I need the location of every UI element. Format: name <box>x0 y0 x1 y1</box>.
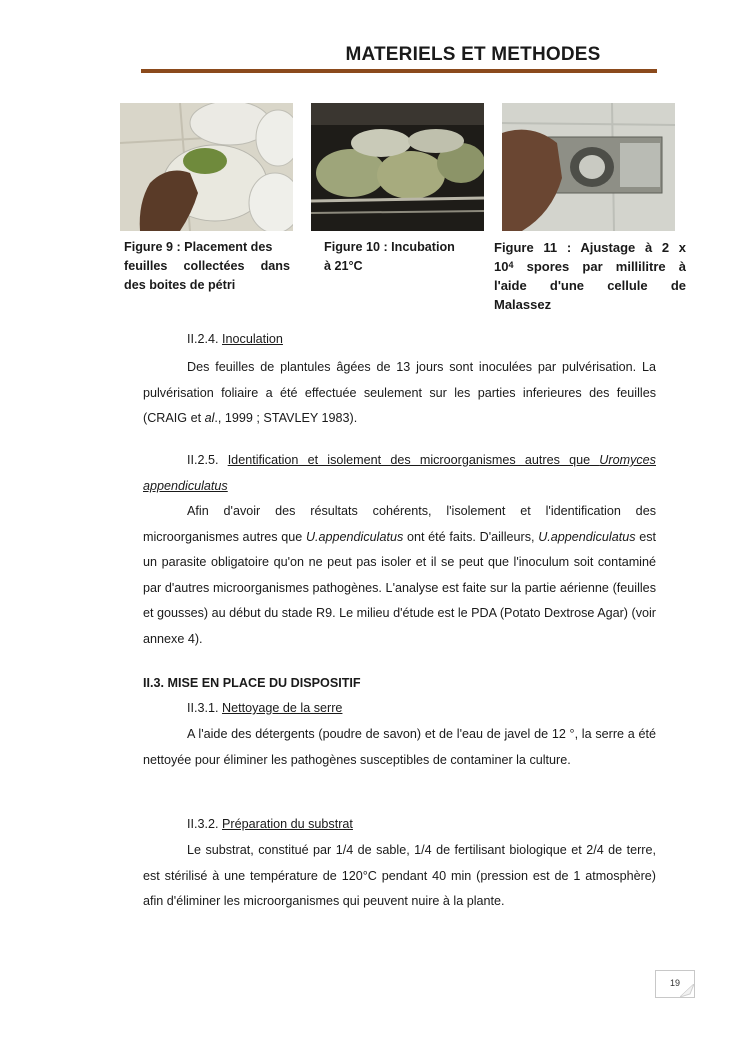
figure-11-photo <box>502 103 675 231</box>
header-rule <box>141 69 657 73</box>
paragraph-text: ., 1999 ; STAVLEY 1983). <box>214 411 358 426</box>
figure-11-caption-line <box>494 257 686 276</box>
section-title: Inoculation <box>222 332 283 346</box>
section-title: Nettoyage de la serre <box>222 701 343 715</box>
figure-9-photo <box>120 103 293 231</box>
figure-10-caption-line: Figure 10 : Incubation <box>324 240 455 254</box>
figure-10-caption <box>324 238 474 276</box>
section-heading-2-3: II.3. MISE EN PLACE DU DISPOSITIF <box>143 676 361 690</box>
section-heading-2-3-1 <box>187 701 342 715</box>
section-title-italic: Uromyces appendiculatus <box>143 453 656 493</box>
section-number: II.3.2. <box>187 817 223 831</box>
paragraph-nettoyage: A l'aide des détergents (poudre de savon) et de l'eau de javel de 12 °, la serre a été nettoyée pour éliminer les pathogènes susceptibles de contaminer la culture. <box>143 727 656 767</box>
paragraph-inoculation <box>143 355 656 432</box>
paragraph-italic: U.appendiculatus <box>538 529 636 544</box>
figure-11-caption <box>494 238 686 314</box>
page-header-title: MATERIELS ET METHODES <box>345 44 601 65</box>
section-title: Identification et isolement des microorganismes autres que <box>227 453 600 467</box>
section-heading-2-2-4 <box>187 332 283 346</box>
figure-11-caption-line: l'aide d'une cellule de <box>494 278 686 293</box>
paragraph-text: Afin d'avoir des résultats cohérents, l'isolement et l'identification des microorganismes autres que <box>143 504 656 544</box>
section-number: II.2.5. <box>187 453 228 467</box>
paragraph-text: est un parasite obligatoire qu'on ne peut pas isoler et il se peut que l'inoculum soit contaminé par d'autres microorganismes pathogènes. L'analyse est faite sur la partie aérienne (feuilles et gousses) au début du stade R9. Le milieu d'étude est le PDA (Potato Dextrose Agar) (voir annexe 4). <box>143 529 656 646</box>
figure-11-caption-line: Figure 11 : Ajustage à 2 x <box>494 240 686 255</box>
figure-9-caption <box>124 238 290 295</box>
figure-11-caption-line: Malassez <box>494 297 552 312</box>
figure-10-caption-line: à 21°C <box>324 259 363 273</box>
paragraph-substrat: Le substrat, constitué par 1/4 de sable, 1/4 de fertilisant biologique et 2/4 de terre, est stérilisé à une température de 120°C pendant 40 min (pression est de 1 atmosphère) afin d'éliminer les microorganismes qui peuvent nuire à la plante. <box>143 843 656 909</box>
paragraph-identification <box>143 499 656 653</box>
section-title: Préparation du substrat <box>222 817 353 831</box>
section-number: II.2.4. <box>187 332 223 346</box>
section-heading-2-2-5 <box>143 448 656 499</box>
section-number: II.3.1. <box>187 701 223 715</box>
section-heading-2-3-2 <box>187 817 353 831</box>
caption-rest: spores par millilitre à <box>513 259 686 274</box>
page-fold-icon <box>680 984 694 997</box>
page-number: 19 <box>655 970 695 998</box>
paragraph-italic: U.appendiculatus <box>305 529 404 544</box>
figure-9-caption-line: Figure 9 : Placement des <box>124 240 273 254</box>
caption-exponent: 4 <box>508 260 514 270</box>
paragraph-italic: al <box>204 411 215 426</box>
paragraph-text: Des feuilles de plantules âgées de 13 jours sont inoculées par pulvérisation. La pulvérisation foliaire a été effectuée seulement sur les parties inferieures des feuilles (CRAIG et <box>143 360 656 426</box>
figure-10-photo <box>311 103 484 231</box>
figure-9-caption-line: feuilles collectées dans <box>124 259 290 273</box>
caption-base: 10 <box>494 259 509 274</box>
paragraph-text: ont été faits. D'ailleurs, <box>403 529 539 544</box>
figure-9-caption-line: des boites de pétri <box>124 278 236 292</box>
